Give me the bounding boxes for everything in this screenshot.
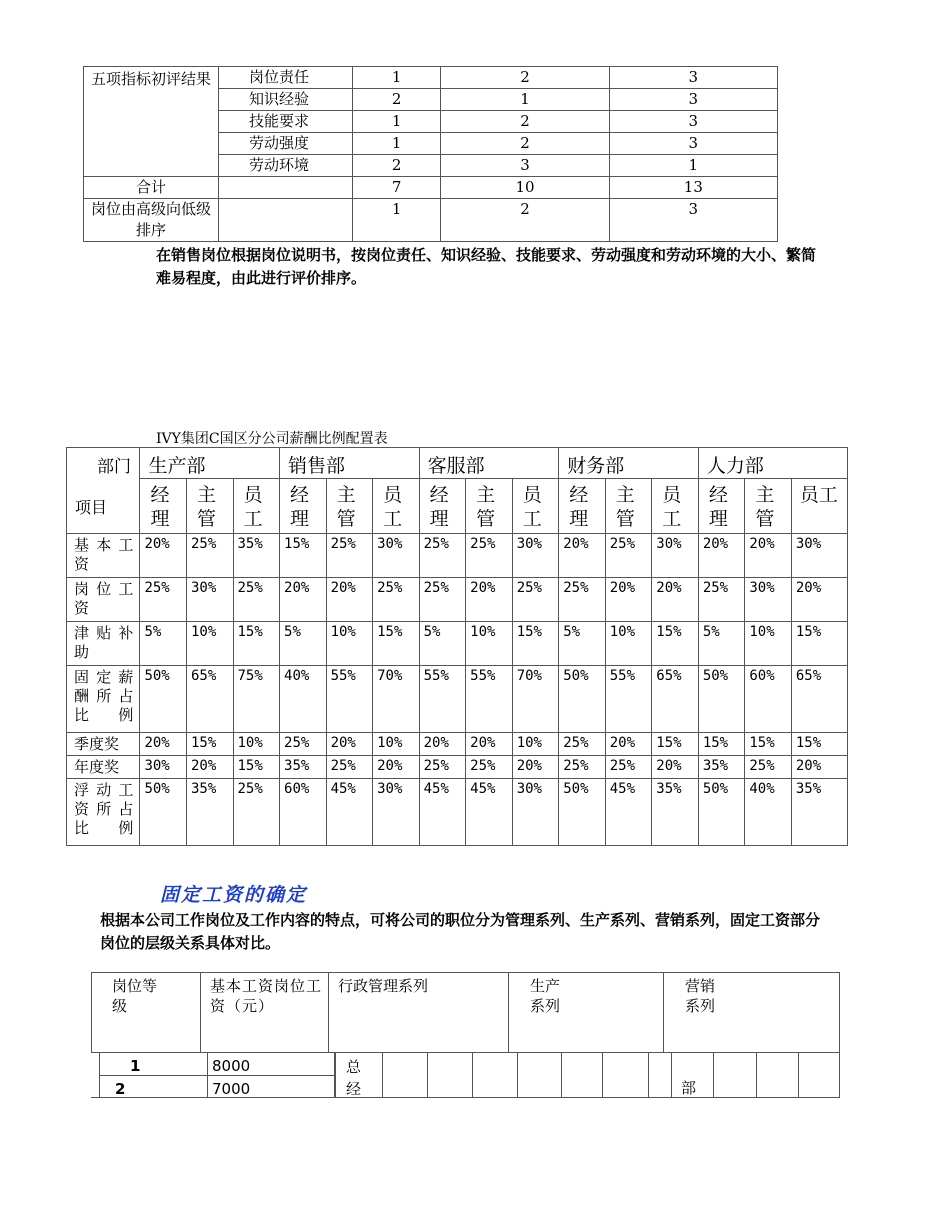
total-cell: 10 — [441, 177, 609, 199]
ratio-cell: 40% — [745, 779, 792, 846]
ratio-cell: 65% — [186, 666, 233, 733]
ratio-cell: 5% — [419, 622, 466, 666]
position-header: 主管 — [605, 479, 652, 534]
ratio-cell: 15% — [698, 733, 745, 756]
ratio-cell: 70% — [512, 666, 559, 733]
level-col-line — [472, 1053, 473, 1098]
ratio-cell: 15% — [652, 622, 699, 666]
score-cell: 3 — [609, 67, 777, 89]
ratio-cell: 20% — [326, 578, 373, 622]
ratio-cell: 25% — [745, 756, 792, 779]
ratio-cell: 30% — [373, 779, 420, 846]
salary-table-caption: IVY集团C国区分公司薪酬比例配置表 — [156, 431, 388, 447]
score-cell: 2 — [441, 111, 609, 133]
ratio-cell: 50% — [559, 666, 606, 733]
ratio-cell: 10% — [233, 733, 280, 756]
score-cell: 2 — [353, 89, 441, 111]
ratio-cell: 35% — [698, 756, 745, 779]
score-cell: 2 — [353, 155, 441, 177]
ratio-cell: 30% — [373, 534, 420, 578]
ratio-cell: 15% — [280, 534, 327, 578]
ranking-table — [83, 66, 778, 242]
ratio-cell: 55% — [326, 666, 373, 733]
row-item-label: 年度奖 — [67, 756, 140, 779]
ratio-cell: 35% — [233, 534, 280, 578]
level-cell: 1 — [130, 1057, 141, 1075]
row-item-label: 浮动工资所占比例 — [67, 779, 140, 846]
criterion-name: 劳动强度 — [219, 133, 353, 155]
ratio-cell: 55% — [605, 666, 652, 733]
dept-header: 人力部 — [698, 448, 847, 479]
ratio-cell: 20% — [280, 578, 327, 622]
ratio-cell: 50% — [698, 779, 745, 846]
position-header: 经理 — [419, 479, 466, 534]
total-cell: 7 — [353, 177, 441, 199]
row-item-label: 岗位工资 — [67, 578, 140, 622]
level-table-bottom — [91, 1097, 840, 1098]
table-row — [67, 666, 848, 733]
ratio-cell: 10% — [186, 622, 233, 666]
level-col-divider — [207, 1053, 208, 1098]
ratio-cell: 25% — [233, 578, 280, 622]
position-header: 主管 — [186, 479, 233, 534]
col-production-header: 生产系列 — [530, 977, 561, 1015]
ratio-cell: 25% — [559, 733, 606, 756]
dept-header: 生产部 — [140, 448, 280, 479]
row-item-label: 基本工资 — [67, 534, 140, 578]
position-header: 主管 — [326, 479, 373, 534]
sales-title-cell: 部 — [681, 1079, 697, 1097]
ratio-cell: 45% — [605, 779, 652, 846]
ratio-cell: 25% — [466, 756, 513, 779]
ratio-cell: 25% — [512, 578, 559, 622]
empty-cell — [219, 177, 353, 199]
score-cell: 1 — [353, 67, 441, 89]
ratio-cell: 45% — [466, 779, 513, 846]
level-col-line — [382, 1053, 383, 1098]
criterion-name: 技能要求 — [219, 111, 353, 133]
ratio-cell: 45% — [419, 779, 466, 846]
ratio-cell: 25% — [559, 756, 606, 779]
position-header: 员工 — [652, 479, 699, 534]
ratio-cell: 20% — [791, 756, 847, 779]
ratio-cell: 40% — [280, 666, 327, 733]
ratio-cell: 15% — [791, 733, 847, 756]
ratio-cell: 20% — [466, 733, 513, 756]
criterion-name: 知识经验 — [219, 89, 353, 111]
score-cell: 3 — [609, 111, 777, 133]
ratio-cell: 60% — [280, 779, 327, 846]
table-row — [67, 534, 848, 578]
order-cell: 2 — [441, 199, 609, 242]
ratio-cell: 35% — [186, 779, 233, 846]
ratio-cell: 15% — [233, 622, 280, 666]
ratio-cell: 25% — [605, 756, 652, 779]
corner-header — [67, 448, 140, 534]
section-heading: 固定工资的确定 — [160, 884, 308, 906]
score-cell: 2 — [441, 133, 609, 155]
ratio-cell: 10% — [466, 622, 513, 666]
score-cell: 1 — [353, 133, 441, 155]
ratio-cell: 20% — [186, 756, 233, 779]
ratio-cell: 70% — [373, 666, 420, 733]
corner-item-label: 项目 — [75, 498, 108, 517]
ratio-cell: 10% — [326, 622, 373, 666]
ratio-cell: 25% — [698, 578, 745, 622]
ratio-cell: 20% — [419, 733, 466, 756]
criterion-name: 劳动环境 — [219, 155, 353, 177]
corner-dept-label: 部门 — [97, 457, 131, 477]
ratio-cell: 50% — [140, 666, 187, 733]
dept-header: 财务部 — [559, 448, 699, 479]
position-header: 经理 — [698, 479, 745, 534]
level-col-line — [713, 1053, 714, 1098]
table-row — [67, 578, 848, 622]
position-header: 员工 — [373, 479, 420, 534]
table-row — [67, 756, 848, 779]
ratio-cell: 60% — [745, 666, 792, 733]
ratio-cell: 30% — [140, 756, 187, 779]
ratio-cell: 20% — [698, 534, 745, 578]
level-col-line — [648, 1053, 649, 1098]
ratio-cell: 20% — [326, 733, 373, 756]
ratio-cell: 25% — [466, 534, 513, 578]
ratio-cell: 25% — [326, 756, 373, 779]
order-label-text: 岗位由高级向低级排序 — [91, 200, 212, 239]
table-row — [67, 622, 848, 666]
score-cell: 1 — [353, 111, 441, 133]
total-cell: 13 — [609, 177, 777, 199]
ratio-cell: 30% — [512, 534, 559, 578]
ratio-cell: 25% — [140, 578, 187, 622]
score-cell: 1 — [441, 89, 609, 111]
ratio-cell: 50% — [698, 666, 745, 733]
ratio-cell: 15% — [652, 733, 699, 756]
order-cell: 1 — [353, 199, 441, 242]
level-col-line — [602, 1053, 603, 1098]
ratio-cell: 15% — [512, 622, 559, 666]
empty-cell — [219, 199, 353, 242]
row-item-label: 季度奖 — [67, 733, 140, 756]
ratio-cell: 20% — [140, 534, 187, 578]
dept-header: 客服部 — [419, 448, 559, 479]
ranking-row-label — [84, 67, 219, 177]
ratio-cell: 10% — [605, 622, 652, 666]
ratio-cell: 20% — [791, 578, 847, 622]
salary-cell: 8000 — [212, 1057, 251, 1075]
ratio-cell: 5% — [698, 622, 745, 666]
ratio-cell: 15% — [186, 733, 233, 756]
ratio-cell: 45% — [326, 779, 373, 846]
row-item-label: 津贴补助 — [67, 622, 140, 666]
ratio-cell: 15% — [233, 756, 280, 779]
ratio-cell: 20% — [605, 733, 652, 756]
position-header: 员工 — [791, 479, 847, 534]
ratio-cell: 50% — [559, 779, 606, 846]
ratio-cell: 15% — [791, 622, 847, 666]
table-row — [67, 733, 848, 756]
level-col-line — [427, 1053, 428, 1098]
ratio-cell: 35% — [280, 756, 327, 779]
row-item-label: 固定薪酬所占比例 — [67, 666, 140, 733]
dept-header: 销售部 — [280, 448, 420, 479]
level-col-line — [671, 1053, 672, 1098]
ratio-cell: 20% — [652, 578, 699, 622]
ratio-cell: 25% — [326, 534, 373, 578]
ratio-cell: 55% — [419, 666, 466, 733]
order-label — [84, 199, 219, 242]
level-col-line — [561, 1053, 562, 1098]
ratio-cell: 25% — [373, 578, 420, 622]
ratio-cell: 25% — [605, 534, 652, 578]
level-col-line — [756, 1053, 757, 1098]
col-sales-header: 营销系列 — [685, 977, 716, 1015]
ratio-cell: 35% — [791, 779, 847, 846]
position-header: 员工 — [233, 479, 280, 534]
ratio-cell: 75% — [233, 666, 280, 733]
ratio-cell: 25% — [419, 534, 466, 578]
ratio-cell: 30% — [745, 578, 792, 622]
ratio-cell: 20% — [605, 578, 652, 622]
score-cell: 3 — [609, 89, 777, 111]
ratio-cell: 30% — [791, 534, 847, 578]
total-label: 合计 — [84, 177, 219, 199]
ratio-cell: 65% — [652, 666, 699, 733]
ratio-cell: 20% — [745, 534, 792, 578]
ratio-cell: 20% — [140, 733, 187, 756]
ratio-cell: 25% — [419, 578, 466, 622]
admin-title-cell: 总经 — [346, 1058, 362, 1098]
col-level-header: 岗位等级 — [112, 977, 158, 1015]
ratio-cell: 50% — [140, 779, 187, 846]
position-header: 主管 — [466, 479, 513, 534]
order-cell: 3 — [609, 199, 777, 242]
ratio-cell: 30% — [186, 578, 233, 622]
position-header: 经理 — [559, 479, 606, 534]
ratio-cell: 20% — [373, 756, 420, 779]
ratio-cell: 35% — [652, 779, 699, 846]
ratio-cell: 10% — [373, 733, 420, 756]
level-col-line — [335, 1053, 336, 1098]
level-table-right — [839, 1053, 840, 1098]
score-cell: 2 — [441, 67, 609, 89]
level-cell: 2 — [115, 1080, 126, 1098]
ratio-cell: 30% — [652, 534, 699, 578]
ratio-cell: 25% — [186, 534, 233, 578]
score-cell: 1 — [609, 155, 777, 177]
ratio-cell: 55% — [466, 666, 513, 733]
ratio-cell: 25% — [559, 578, 606, 622]
ratio-cell: 25% — [419, 756, 466, 779]
level-col-line — [798, 1053, 799, 1098]
ratio-cell: 30% — [512, 779, 559, 846]
ratio-cell: 65% — [791, 666, 847, 733]
ratio-cell: 10% — [512, 733, 559, 756]
ratio-cell: 20% — [512, 756, 559, 779]
score-cell: 3 — [441, 155, 609, 177]
ratio-cell: 25% — [233, 779, 280, 846]
paragraph-ranking-explanation: 在销售岗位根据岗位说明书，按岗位责任、知识经验、技能要求、劳动强度和劳动环境的大小、繁简难易程度，由此进行评价排序。 — [156, 246, 817, 287]
ratio-cell: 15% — [745, 733, 792, 756]
position-header: 员工 — [512, 479, 559, 534]
ranking-row-label-text: 五项指标初评结果 — [91, 70, 212, 88]
criterion-name: 岗位责任 — [219, 67, 353, 89]
ratio-cell: 15% — [373, 622, 420, 666]
ratio-cell: 5% — [140, 622, 187, 666]
ratio-cell: 20% — [652, 756, 699, 779]
position-header: 经理 — [280, 479, 327, 534]
ratio-cell: 20% — [466, 578, 513, 622]
position-header: 主管 — [745, 479, 792, 534]
salary-cell: 7000 — [212, 1080, 251, 1098]
score-cell: 3 — [609, 133, 777, 155]
ratio-cell: 5% — [559, 622, 606, 666]
ratio-cell: 5% — [280, 622, 327, 666]
col-admin-header: 行政管理系列 — [338, 977, 429, 995]
ratio-cell: 20% — [559, 534, 606, 578]
col-salary-header: 基本工资岗位工资（元） — [210, 977, 323, 1015]
position-header: 经理 — [140, 479, 187, 534]
salary-ratio-table — [66, 447, 848, 846]
ratio-cell: 25% — [280, 733, 327, 756]
level-col-line — [517, 1053, 518, 1098]
table-row — [67, 779, 848, 846]
paragraph-series-explanation: 根据本公司工作岗位及工作内容的特点，可将公司的职位分为管理系列、生产系列、营销系列，固定工资部分岗位的层级关系具体对比。 — [100, 911, 821, 952]
ratio-cell: 10% — [745, 622, 792, 666]
